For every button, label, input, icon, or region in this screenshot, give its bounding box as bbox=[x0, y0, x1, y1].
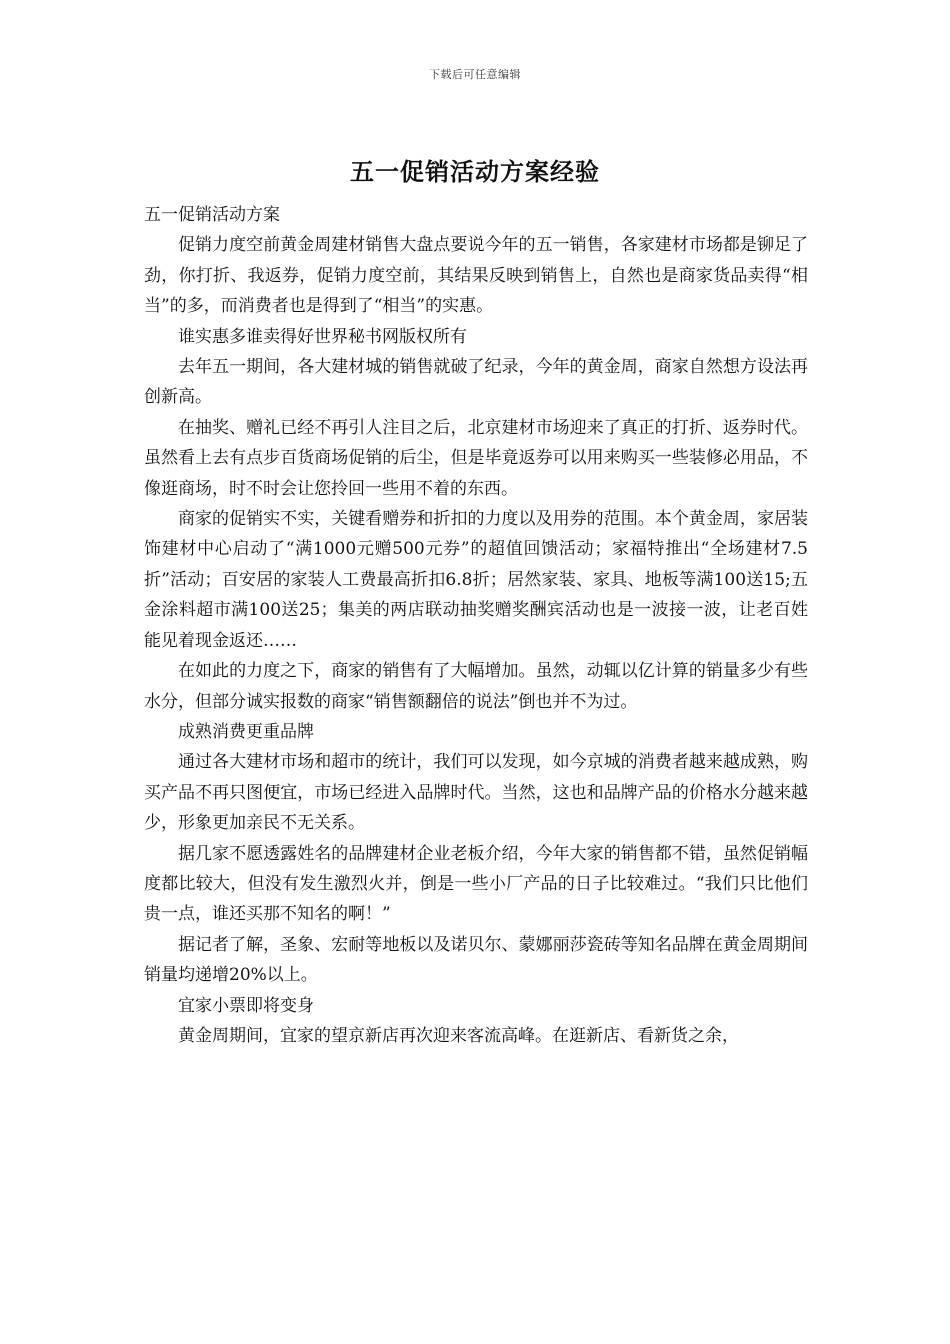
paragraph: 据记者了解，圣象、宏耐等地板以及诺贝尔、蒙娜丽莎瓷砖等知名品牌在黄金周期间销量均递增20%以上。 bbox=[144, 934, 808, 986]
document-subtitle: 五一促销活动方案 bbox=[144, 205, 280, 225]
section-heading: 成熟消费更重品牌 bbox=[178, 721, 314, 742]
document-body bbox=[144, 200, 808, 1051]
paragraph: 商家的促销实不实，关键看赠券和折扣的力度以及用券的范围。本个黄金周，家居装饰建材中心启动了“满1000元赠500元券”的超值回馈活动；家福特推出“全场建材7.5折”活动；百安居的家装人工费最高折扣6.8折；居然家装、家具、地板等满100送15;五金涂料超市满100送25；集美的两店联动抽奖赠奖酬宾活动也是一波接一波，让老百姓能见着现金返还…… bbox=[144, 509, 808, 651]
paragraph: 黄金周期间，宜家的望京新店再次迎来客流高峰。在逛新店、看新货之余， bbox=[178, 1025, 739, 1046]
document-title: 五一促销活动方案经验 bbox=[350, 157, 600, 186]
download-note: 下载后可任意编辑 bbox=[429, 68, 521, 81]
paragraph: 去年五一期间，各大建材城的销售就破了纪录，今年的黄金周，商家自然想方设法再创新高。 bbox=[144, 357, 808, 408]
paragraph: 在抽奖、赠礼已经不再引人注目之后，北京建材市场迎来了真正的打折、返券时代。虽然看上去有点步百货商场促销的后尘，但是毕竟返券可以用来购买一些装修必用品，不像逛商场，时不时会让您拎回一些用不着的东西。 bbox=[144, 417, 808, 499]
paragraph: 促销力度空前黄金周建材销售大盘点要说今年的五一销售，各家建材市场都是铆足了劲，你打折、我返券，促销力度空前，其结果反映到销售上，自然也是商家货品卖得“相当”的多，而消费者也是得到了“相当”的实惠。 bbox=[144, 235, 808, 317]
section-heading: 谁实惠多谁卖得好世界秘书网版权所有 bbox=[178, 326, 467, 347]
paragraph: 据几家不愿透露姓名的品牌建材企业老板介绍，今年大家的销售都不错，虽然促销幅度都比较大，但没有发生激烈火并，倒是一些小厂产品的日子比较难过。“我们只比他们贵一点，谁还买那不知名的啊！” bbox=[144, 843, 808, 925]
paragraph: 通过各大建材市场和超市的统计，我们可以发现，如今京城的消费者越来越成熟，购买产品不再只图便宜，市场已经进入品牌时代。当然，这也和品牌产品的价格水分越来越少，形象更加亲民不无关系。 bbox=[144, 752, 808, 834]
paragraph: 在如此的力度之下，商家的销售有了大幅增加。虽然，动辄以亿计算的销量多少有些水分，但部分诚实报数的商家“销售额翻倍的说法”倒也并不为过。 bbox=[144, 661, 808, 712]
section-heading: 宜家小票即将变身 bbox=[178, 995, 314, 1016]
